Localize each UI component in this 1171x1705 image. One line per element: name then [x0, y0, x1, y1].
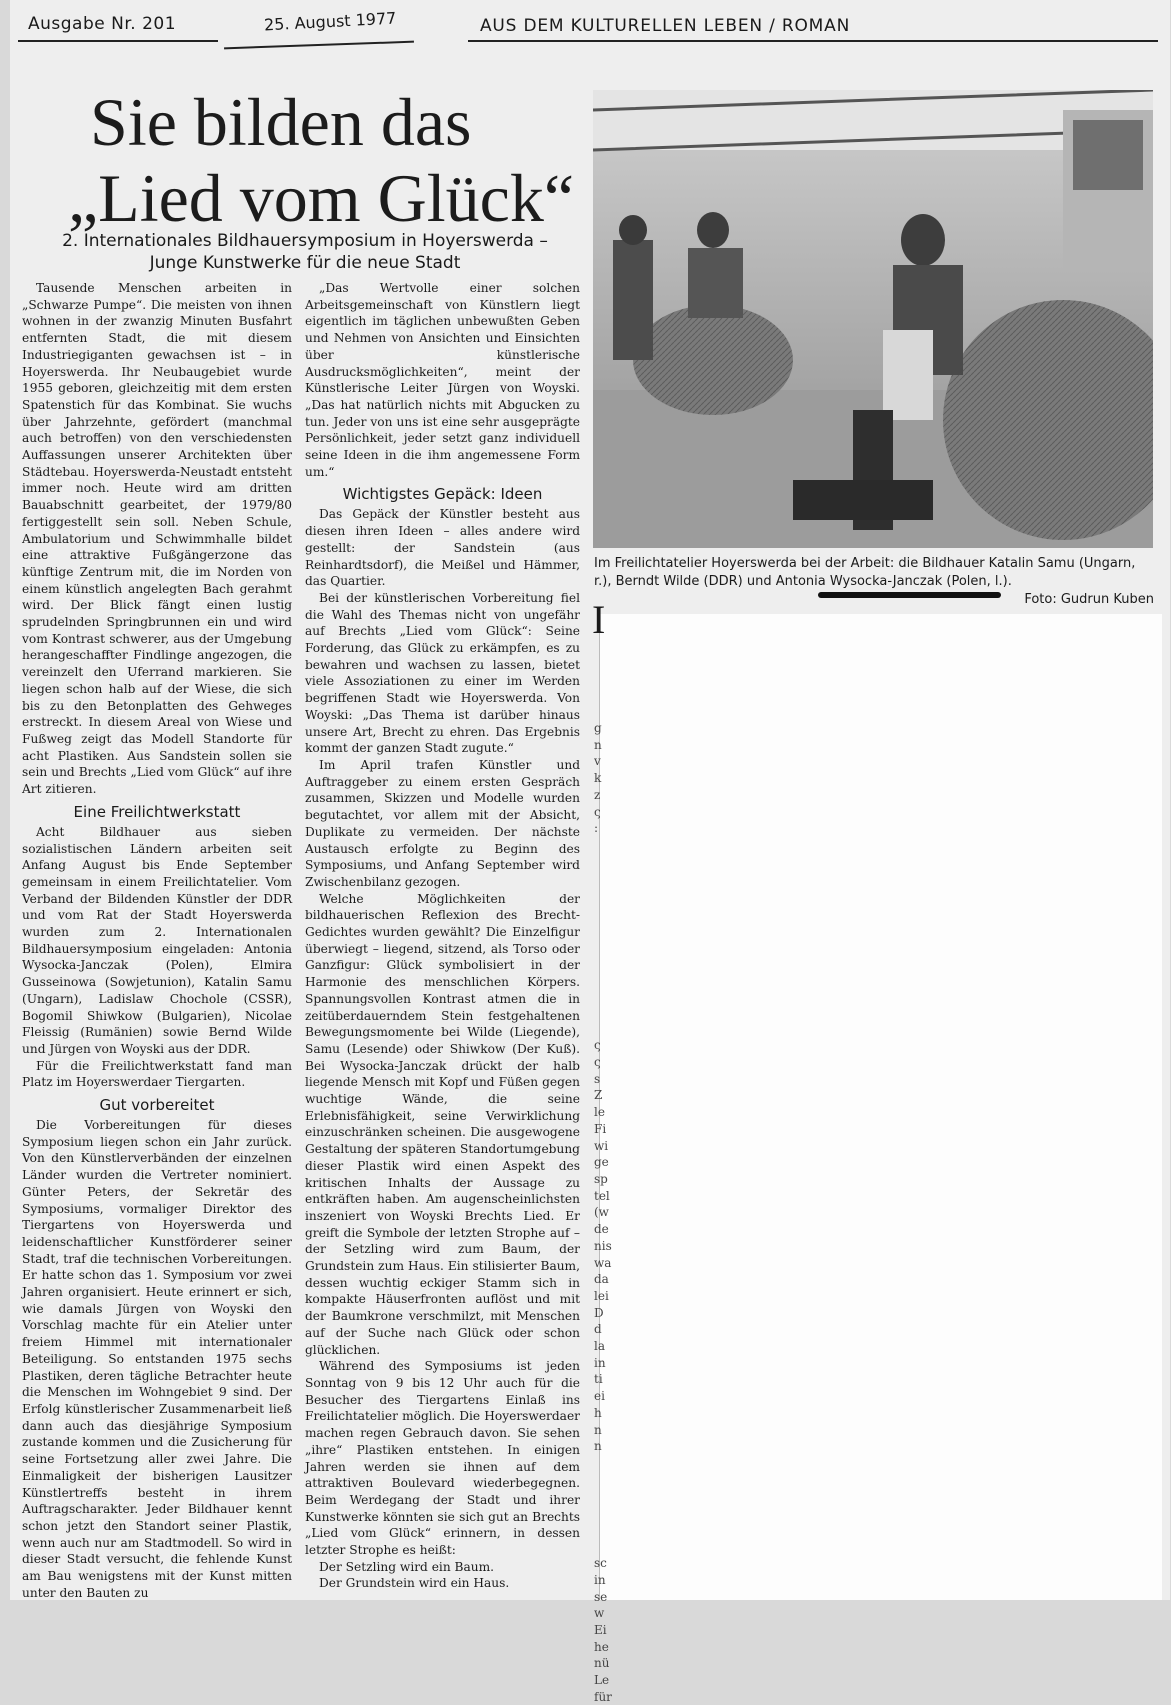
paragraph: Welche Möglichkeiten der bildhauerischen Reflexion des Brecht-Gedichtes wurden gewählt? Die Einzelfigur überwiegt – liegend, sitzend, als Torso oder Ganzfigur: Glück symbolisiert in der Harmonie des menschlichen Körpers. Spannungsvollen Kontrast atmen die in zeitüberdauerndem Stein festgehaltenen Bewegungsmomente bei Wilde (Liegende), Samu (Lesende) oder Shiwkow (Der Kuß). Bei Wysocka-Janczak drückt der halb liegende Mensch mit Kopf und Füßen gegen wuchtige Wände, die seine Erlebnisfähigkeit, seine Verwirklichung einzuschränken scheinen. Die ausgewogene Gestaltung der späteren Standortumgebung dieser Plastik wird einen Aspekt des kritischen Inhalts der Aussage zu entkräften haben. Am augenscheinlichsten inszeniert von Woyski Brechts Lied. Er greift die Symbole der letzten Strophe auf – der Setzling wird zum Baum, der Grundstein zum Haus. Ein stilisierter Baum, dessen wuchtig eckiger Stamm sich in kompakte Häuserfronten auflöst und mit der Baumkrone verschmilzt, mit Menschen auf der Suche nach Glück oder schon glücklichen. [305, 891, 580, 1357]
paragraph: Bei der künstlerischen Vorbereitung fiel die Wahl des Themas nicht von ungefähr auf Brechts „Lied vom Glück“: Seine Forderung, das Glück zu erkämpfen, es zu bewahren und wachsen zu lassen, bietet viele Assoziationen zu einer im Werden begriffenen Stadt wie Hoyerswerda. Von Woyski: „Das Thema ist darüber hinaus unsere Art, Brecht zu ehren. Das Ergebnis kommt der ganzen Stadt zugute.“ [305, 590, 580, 756]
edge-letter: w [594, 1606, 605, 1621]
edge-letter: n [594, 737, 602, 752]
edge-letter: : [594, 821, 599, 836]
headline-line-1: Sie bilden das [90, 84, 472, 160]
edge-letter [594, 870, 614, 887]
edge-letter [594, 971, 614, 988]
section-title: AUS DEM KULTURELLEN LEBEN / ROMAN [480, 16, 851, 36]
edge-letter: ς [594, 804, 601, 819]
edge-letter [594, 954, 614, 971]
cut-off-column-fragment [594, 720, 614, 1705]
photo-caption [594, 555, 1154, 609]
subheading-gepaeck: Wichtigstes Gepäck: Ideen [342, 485, 543, 504]
edge-letter: se [594, 1589, 608, 1604]
edge-letter: s [594, 1071, 601, 1086]
paragraph: Während des Symposiums ist jeden Sonntag von 9 bis 12 Uhr auch für die Besucher des Tiergartens Einlaß ins Freilichtatelier möglich. Die Hoyerswerdaer machen regen Gebrauch davon. Sie sehen „ihre“ Plastiken entstehen. In einigen Jahren werden sie ihnen auf dem attraktiven Boulevard wiederbegegnen. Beim Werdegang der Stadt und ihrer Kunstwerke könnten sie sich gut an Brechts „Lied vom Glück“ erinnern, in dessen letzter Strophe es heißt: [305, 1359, 580, 1558]
edge-letter [594, 1004, 614, 1021]
next-article-fragment: I [592, 597, 606, 642]
edge-letter: le [594, 1105, 605, 1120]
paragraph: Tausende Menschen arbeiten in „Schwarze Pumpe“. Die meisten von ihnen wohnen in der zwanzig Minuten Busfahrt entfernten Stadt, die mit diesem Industriegiganten gewachsen ist – in Hoyerswerda. Ihr Neubaugebiet wurde 1955 geboren, gleichzeitig mit dem ersten Spatenstich für das Kombinat. Sie wuchs über Jahrzehnte, gefördert (manchmal auch betroffen) von den verschiedensten Auffassungen unserer Architekten über Städtebau. Hoyerswerda-Neustadt entsteht immer noch. Heute wird am dritten Bauabschnitt gearbeitet, der 1979/80 fertiggestellt sein soll. Neben Schule, Ambulatorium und Schwimmhalle bildet eine attraktive Fußgängerzone das künftige Zentrum mit, die im Norden von einem künstlich angelegten Bach gerahmt wird. Der Blick fängt einen lustig sprudelnden Springbrunnen ein und wird vom Kontrast schwerer, aus der Umgebung herangeschaffter Findlinge angezogen, die vereinzelt den Uferrand markieren. Sie liegen schon halb auf der Wiese, die sich bis zu den Betonplatten des Gehweges erstreckt. In diesem Areal von Wiese und Fußweg zeigt das Modell Standorte für acht Plastiken. Aus Sandstein sollen sie sein und Brechts „Lied vom Glück“ auf ihre Art zitieren. [22, 281, 292, 797]
edge-letter: Le [594, 1673, 610, 1688]
edge-letter: n [594, 1422, 602, 1437]
edge-letter [594, 1472, 614, 1489]
edge-letter: sp [594, 1171, 608, 1186]
edge-letter: da [594, 1272, 609, 1287]
edge-letter [594, 887, 614, 904]
edge-letter: Ei [594, 1622, 607, 1637]
edge-letter [594, 987, 614, 1004]
subheading-freilichtwerkstatt: Eine Freilichtwerkstatt [73, 802, 241, 821]
edge-letter: ge [594, 1155, 609, 1170]
ink-strike-mark [818, 592, 1001, 598]
edge-letter: n [594, 1439, 602, 1454]
paragraph: Das Gepäck der Künstler besteht aus diesen ihren Ideen – alles andere wird gestellt: der Sandstein (aus Reinhardtsdorf), die Meißel und Hämmer, das Quartier. [305, 507, 580, 589]
subtitle-line-2: Junge Kunstwerke für die neue Stadt [149, 253, 461, 273]
caption-text: Im Freilichtatelier Hoyerswerda bei der Arbeit: die Bildhauer Katalin Samu (Ungarn, r.), Berndt Wilde (DDR) und Antonia Wysocka-Janczak (Polen, l.). [594, 556, 1136, 589]
edge-letter: nis [594, 1238, 612, 1253]
paragraph: „Das Wertvolle einer solchen Arbeitsgemeinschaft von Künstlern liegt eigentlich im täglichen unbewußten Geben und Nehmen von Ansichten und Einsichten über künstlerische Ausdrucksmöglichkeiten“, meint der Künstlerische Leiter Jürgen von Woyski. „Das hat natürlich nichts mit Abgucken zu tun. Jeder von uns ist eine sehr ausgeprägte Persönlichkeit, jeder setzt ganz individuell seine Ideen in die ihm angemessene Form um.“ [305, 281, 580, 479]
edge-letter: h [594, 1405, 602, 1420]
edge-letter: d [594, 1322, 602, 1337]
edge-letter: nü [594, 1656, 610, 1671]
edge-letter [594, 937, 614, 954]
edge-letter: ei [594, 1389, 605, 1404]
edge-letter: wi [594, 1138, 609, 1153]
edge-letter: de [594, 1222, 609, 1237]
page-header [18, 8, 1158, 42]
edge-letter: in [594, 1355, 606, 1370]
edge-letter: la [594, 1339, 605, 1354]
headline-line-2: „Lied vom Glück“ [68, 160, 575, 236]
edge-letter [594, 854, 614, 871]
article-subtitle [40, 230, 570, 274]
edge-letter [594, 1455, 614, 1472]
edge-letter [594, 904, 614, 921]
edge-letter: he [594, 1639, 609, 1654]
article-column-2 [305, 280, 580, 1592]
workshop-photo [593, 90, 1153, 548]
edge-letter: ς [594, 1038, 601, 1053]
edge-letter: wa [594, 1255, 612, 1270]
edge-letter: k [594, 771, 602, 786]
paragraph: Für die Freilichtwerkstatt fand man Platz im Hoyerswerdaer Tiergarten. [22, 1058, 292, 1090]
edge-letter: für [594, 1689, 612, 1704]
blank-paper-area [600, 614, 1162, 1600]
edge-letter [594, 1538, 614, 1555]
edge-letter: tel [594, 1188, 610, 1203]
poem-line: Der Setzling wird ein Baum. [319, 1559, 495, 1574]
edge-letter: sc [594, 1556, 607, 1571]
article-headline [68, 84, 588, 236]
article-column-1 [22, 280, 292, 1601]
edge-letter [594, 1488, 614, 1505]
edge-letter: z [594, 787, 601, 802]
edge-letter [594, 1021, 614, 1038]
edge-letter: v [594, 754, 601, 769]
edge-letter: in [594, 1572, 606, 1587]
edge-letter: ti [594, 1372, 603, 1387]
edge-letter: lei [594, 1288, 609, 1303]
edge-letter: D [594, 1305, 604, 1320]
edge-letter: g [594, 721, 602, 735]
edge-letter: ς [594, 1055, 601, 1070]
header-rule [18, 40, 1158, 42]
edge-letter [594, 920, 614, 937]
paragraph: Acht Bildhauer aus sieben sozialistischen Ländern arbeiten seit Anfang August bis Ende September gemeinsam in einem Freilichtatelier. Vom Verband der Bildenden Künstler der DDR und vom Rat der Stadt Hoyerswerda wurden zum 2. Internationalen Bildhauersymposium eingeladen: Antonia Wysocka-Janczak (Polen), Elmira Gusseinowa (Sowjetunion), Katalin Samu (Ungarn), Ladislaw Chochole (CSSR), Bogomil Shiwkow (Bulgarien), Nicolae Fleissig (Rumänien) sowie Bernd Wilde und Jürgen von Woyski aus der DDR. [22, 824, 292, 1056]
poem-line: Der Grundstein wird ein Haus. [319, 1576, 510, 1591]
edge-letter [594, 1505, 614, 1522]
paragraph: Die Vorbereitungen für dieses Symposium liegen schon ein Jahr zurück. Von den Künstlerverbänden der einzelnen Länder wurden die Vertreter nominiert. Günter Peters, der Sekretär des Symposiums, vormaliger Direktor des Tiergartens von Hoyerswerda und leidenschaftlicher Kunstförderer seiner Stadt, traf die technischen Vorbereitungen. Er hatte schon das 1. Symposium vor zwei Jahren organisiert. Heute erinnert er sich, wie damals Jürgen von Woyski den Vorschlag machte für ein Atelier unter freiem Himmel mit internationaler Beteiligung. So entstanden 1975 sechs Plastiken, deren tägliche Betrachter heute die Menschen im Wohngebiet 9 sind. Der Erfolg künstlerischer Zusammenarbeit ließ dann auch das diesjährige Symposium zustande kommen und die Zusicherung für seine Fortsetzung aller zwei Jahre. Die Einmaligkeit der bisherigen Lausitzer Künstlertreffs besteht in ihrem Auftragscharakter. Jeder Bildhauer kennt schon jetzt den Standort seiner Plastik, wenn auch nur am Stadtmodell. So wird in dieser Stadt versucht, die fehlende Kunst am Bau wenigstens mit der Kunst mitten unter den Bauten zu [22, 1118, 292, 1600]
paragraph: Im April trafen Künstler und Auftraggeber zu einem ersten Gespräch zusammen, Skizzen und Modelle wurden begutachtet, vor allem mit der Absicht, Duplikate zu vermeiden. Der nächste Austausch erfolgte zu Beginn des Symposiums, und Anfang September wird Zwischenbilanz gezogen. [305, 757, 580, 889]
subheading-gut-vorbereitet: Gut vorbereitet [99, 1096, 215, 1115]
edge-letter: (w [594, 1205, 609, 1220]
edge-letter: Fi [594, 1121, 607, 1136]
issue-date: 25. August 1977 [263, 8, 397, 35]
subtitle-line-1: 2. Internationales Bildhauersymposium in Hoyerswerda – [62, 231, 548, 251]
edge-letter [594, 837, 614, 854]
edge-letter: Z [594, 1088, 603, 1103]
edge-letter [594, 1522, 614, 1539]
photo-credit: Foto: Gudrun Kuben [1024, 592, 1154, 607]
issue-number: Ausgabe Nr. 201 [28, 14, 177, 34]
